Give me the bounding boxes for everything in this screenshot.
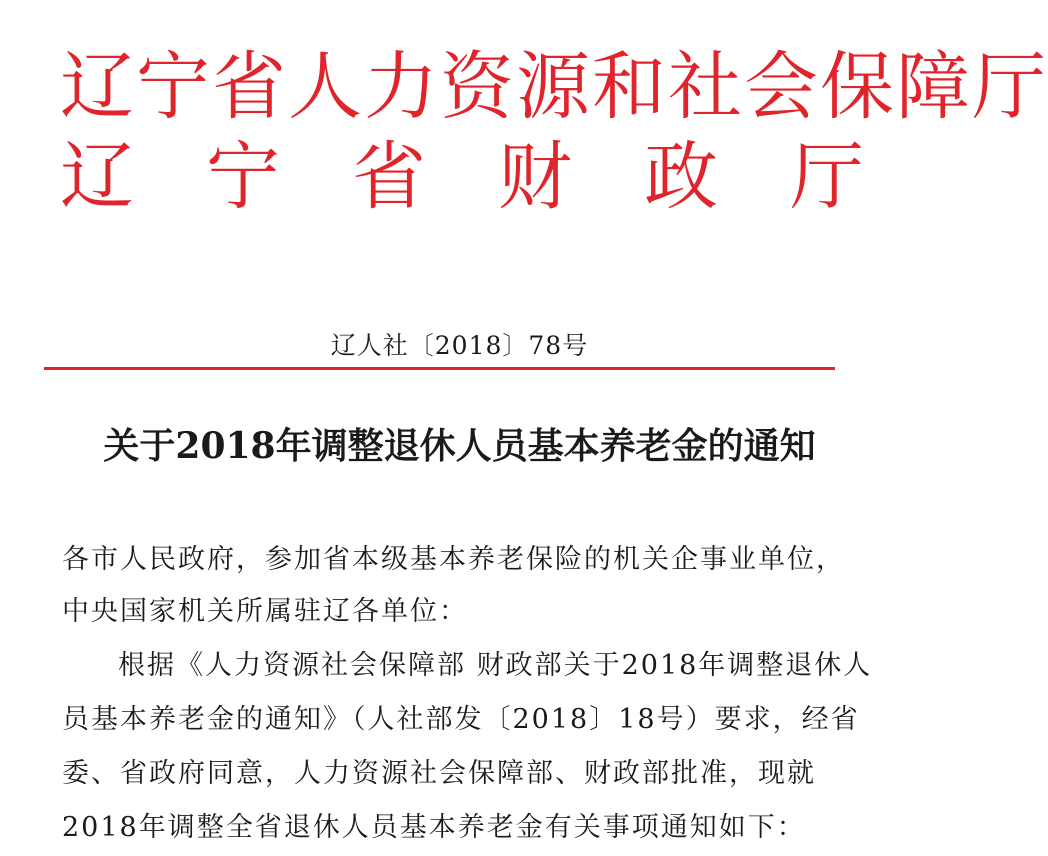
issuing-authority-line-2: 辽宁省财政厅 [60,134,936,220]
red-separator-rule [44,367,835,370]
body-line-3: 根据《人力资源社会保障部 财政部关于2018年调整退休人 [118,650,873,681]
body-line-2: 中央国家机关所属驻辽各单位： [62,596,468,627]
body-line-6: 2018年调整全省退休人员基本养老金有关事项通知如下： [62,812,806,843]
document-title: 关于2018年调整退休人员基本养老金的通知 [103,425,816,467]
document-number: 辽人社〔2018〕78号 [330,331,589,360]
body-line-4: 员基本养老金的通知》（人社部发〔2018〕18号）要求，经省 [62,704,860,735]
issuing-authority-line-1: 辽宁省人力资源和社会保障厅 [60,44,1048,130]
body-line-1: 各市人民政府，参加省本级基本养老保险的机关企事业单位， [62,544,845,575]
body-line-5: 委、省政府同意，人力资源社会保障部、财政部批准，现就 [62,758,816,789]
